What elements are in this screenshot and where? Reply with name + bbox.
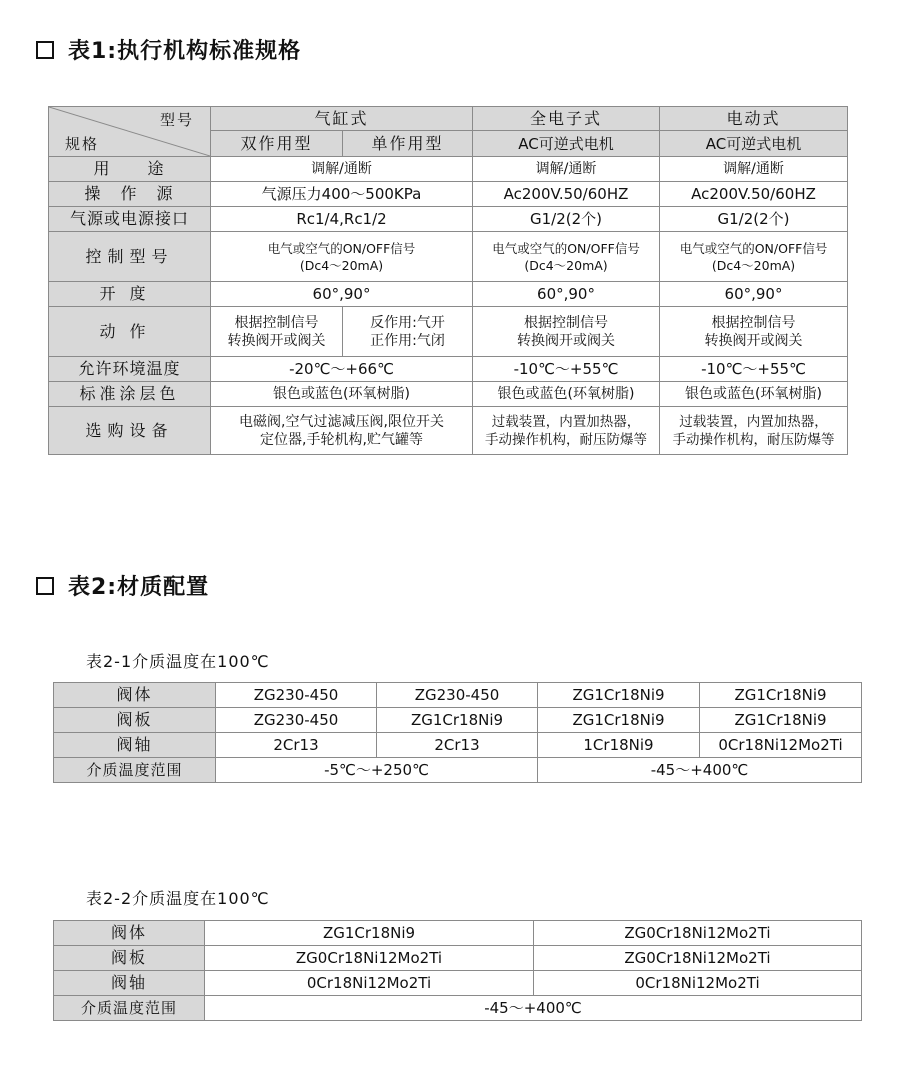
cell-control-electronic: [473, 232, 660, 282]
cell-shaft-2: 2Cr13: [377, 733, 538, 758]
row-label-port: 气源或电源接口: [49, 207, 211, 232]
cell-action-double: [211, 307, 343, 357]
row-label-range: 介质温度范围: [54, 996, 205, 1021]
cell-use-pneumatic: 调解/通断: [211, 157, 473, 182]
table1-heading-text: 表1:执行机构标准规格: [68, 39, 302, 64]
cell-port-electric: G1/2(2个): [660, 207, 848, 232]
options-line-1: 过载装置，内置加热器，: [679, 413, 828, 430]
action-direct-text: 正作用:气闭: [370, 332, 445, 349]
table2-heading: [36, 570, 209, 601]
cell-port-electronic: G1/2(2个): [473, 207, 660, 232]
row-label-shaft: 阀轴: [54, 733, 216, 758]
cell-opening-electronic: 60°,90°: [473, 282, 660, 307]
cell-disc-3: ZG1Cr18Ni9: [538, 708, 700, 733]
row-label-source: 操 作 源: [49, 182, 211, 207]
row-label-body: 阀体: [54, 921, 205, 946]
type-electric-header: 电动式: [660, 107, 848, 131]
checkbox-square-icon: [36, 41, 54, 59]
cell-shaft-3: 1Cr18Ni9: [538, 733, 700, 758]
cell-source-electric: Ac200V.50/60HZ: [660, 182, 848, 207]
cell-body-1: ZG1Cr18Ni9: [205, 921, 534, 946]
row-label-shaft: 阀轴: [54, 971, 205, 996]
cell-range-a: -5℃～+250℃: [216, 758, 538, 783]
cell-shaft-4: 0Cr18Ni12Mo2Ti: [700, 733, 862, 758]
cell-control-electric: [660, 232, 848, 282]
action-reverse-text: 反作用:气开: [370, 314, 445, 331]
control-range-text: (Dc4～20mA): [299, 257, 384, 273]
action-line-1: 根据控制信号: [234, 314, 319, 331]
corner-header-cell: [49, 107, 211, 157]
cell-shaft-1: 2Cr13: [216, 733, 377, 758]
cell-body-3: ZG1Cr18Ni9: [538, 683, 700, 708]
control-range-text: (Dc4～20mA): [524, 257, 608, 273]
corner-model-label: 型号: [159, 111, 194, 129]
cell-use-electronic: 调解/通断: [473, 157, 660, 182]
material-table-2-1: [53, 682, 862, 783]
cell-source-pneumatic: 气源压力400～500KPa: [211, 182, 473, 207]
action-line-2: 转换阀开或阀关: [517, 332, 616, 349]
row-label-disc: 阀板: [54, 708, 216, 733]
row-label-control: 控制型号: [49, 232, 211, 282]
checkbox-square-icon: [36, 577, 54, 595]
action-line-2: 转换阀开或阀关: [227, 332, 326, 349]
cell-options-electric: [660, 407, 848, 455]
row-label-use: 用 途: [49, 157, 211, 182]
options-line-2: 手动操作机构，耐压防爆等: [485, 431, 648, 448]
row-label-disc: 阀板: [54, 946, 205, 971]
control-signal-text: 电气或空气的ON/OFF信号: [267, 240, 416, 256]
cell-body-2: ZG0Cr18Ni12Mo2Ti: [534, 921, 862, 946]
options-line-2: 定位器,手轮机构,贮气罐等: [260, 431, 423, 448]
cell-shaft-2: 0Cr18Ni12Mo2Ti: [534, 971, 862, 996]
table2-1-title: 表2-1介质温度在100℃: [86, 652, 270, 671]
table1-heading: [36, 34, 301, 65]
cell-disc-2: ZG1Cr18Ni9: [377, 708, 538, 733]
action-line-2: 转换阀开或阀关: [704, 332, 803, 349]
action-line-1: 根据控制信号: [524, 314, 609, 331]
cell-body-4: ZG1Cr18Ni9: [700, 683, 862, 708]
row-label-temp: 允许环境温度: [49, 357, 211, 382]
table2-heading-text: 表2:材质配置: [68, 575, 210, 600]
cell-color-electronic: 银色或蓝色(环氧树脂): [473, 382, 660, 407]
control-signal-text: 电气或空气的ON/OFF信号: [492, 240, 640, 256]
sub-ac-header-2: AC可逆式电机: [660, 131, 848, 157]
cell-range-b: -45～+400℃: [538, 758, 862, 783]
sub-single-header: 单作用型: [343, 131, 473, 157]
cell-disc-4: ZG1Cr18Ni9: [700, 708, 862, 733]
cell-color-pneumatic: 银色或蓝色(环氧树脂): [211, 382, 473, 407]
sub-double-header: 双作用型: [211, 131, 343, 157]
cell-body-1: ZG230-450: [216, 683, 377, 708]
cell-source-electronic: Ac200V.50/60HZ: [473, 182, 660, 207]
cell-shaft-1: 0Cr18Ni12Mo2Ti: [205, 971, 534, 996]
cell-range: -45～+400℃: [205, 996, 862, 1021]
cell-disc-1: ZG0Cr18Ni12Mo2Ti: [205, 946, 534, 971]
options-line-1: 电磁阀,空气过滤减压阀,限位开关: [239, 413, 444, 430]
table2-2-title: 表2-2介质温度在100℃: [86, 889, 270, 908]
cell-action-single: [343, 307, 473, 357]
control-range-text: (Dc4～20mA): [711, 257, 796, 273]
action-line-1: 根据控制信号: [711, 314, 796, 331]
control-signal-text: 电气或空气的ON/OFF信号: [679, 240, 828, 256]
cell-control-pneumatic: [211, 232, 473, 282]
options-line-2: 手动操作机构，耐压防爆等: [672, 431, 835, 448]
actuator-spec-table: [48, 106, 848, 455]
options-line-1: 过载装置，内置加热器，: [491, 413, 641, 430]
row-label-color: 标准涂层色: [49, 382, 211, 407]
row-label-opening: 开度: [49, 282, 211, 307]
cell-body-2: ZG230-450: [377, 683, 538, 708]
cell-options-electronic: [473, 407, 660, 455]
cell-port-pneumatic: Rc1/4,Rc1/2: [211, 207, 473, 232]
material-table-2-2: [53, 920, 862, 1021]
row-label-options: 选购设备: [49, 407, 211, 455]
cell-color-electric: 银色或蓝色(环氧树脂): [660, 382, 848, 407]
cell-opening-electric: 60°,90°: [660, 282, 848, 307]
row-label-action: 动作: [49, 307, 211, 357]
cell-action-electronic: [473, 307, 660, 357]
cell-disc-2: ZG0Cr18Ni12Mo2Ti: [534, 946, 862, 971]
cell-temp-pneumatic: -20℃～+66℃: [211, 357, 473, 382]
cell-options-pneumatic: [211, 407, 473, 455]
type-electronic-header: 全电子式: [473, 107, 660, 131]
sub-ac-header-1: AC可逆式电机: [473, 131, 660, 157]
cell-disc-1: ZG230-450: [216, 708, 377, 733]
cell-use-electric: 调解/通断: [660, 157, 848, 182]
row-label-body: 阀体: [54, 683, 216, 708]
corner-spec-label: 规格: [65, 135, 100, 153]
cell-opening-pneumatic: 60°,90°: [211, 282, 473, 307]
type-pneumatic-header: 气缸式: [211, 107, 473, 131]
cell-temp-electronic: -10℃～+55℃: [473, 357, 660, 382]
cell-action-electric: [660, 307, 848, 357]
cell-temp-electric: -10℃～+55℃: [660, 357, 848, 382]
row-label-range: 介质温度范围: [54, 758, 216, 783]
